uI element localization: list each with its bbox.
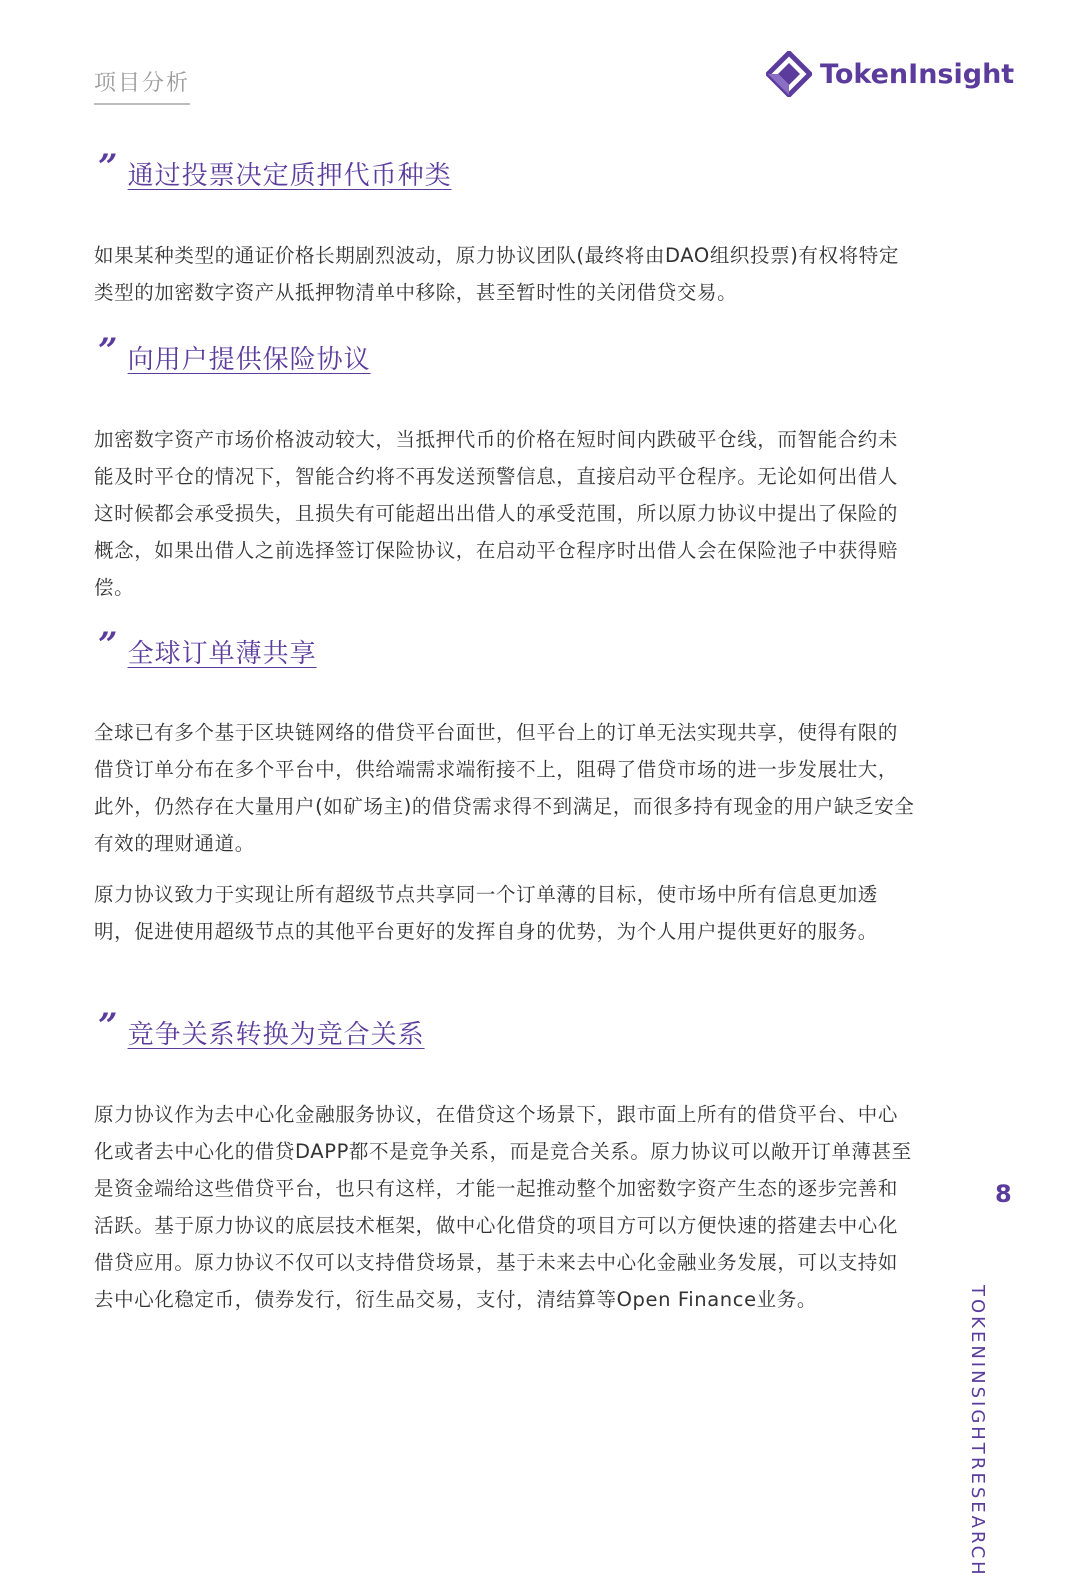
quote-icon: ” [98,331,118,371]
section-paragraph: 原力协议致力于实现让所有超级节点共享同一个订单薄的目标，使市场中所有信息更加透明，促进使用超级节点的其他平台更好的发挥自身的优势，为个人用户提供更好的服务。 [94,883,878,943]
side-brand-line1: TOKENINSIGHT [967,1285,988,1457]
section-heading [98,147,452,196]
header-section-label: 项目分析 [94,66,190,105]
section-heading [98,625,317,674]
brand-name: TokenInsight [820,58,1015,90]
quote-icon: ” [98,625,118,665]
side-brand-line2: RESEARCH [967,1456,988,1578]
section-heading [98,1006,425,1055]
section-title: 全球订单薄共享 [127,639,317,669]
section-title: 向用户提供保险协议 [127,345,371,375]
section-heading [98,331,371,380]
section-paragraph: 原力协议作为去中心化金融服务协议，在借贷这个场景下，跟市面上所有的借贷平台、中心化或者去中心化的借贷DAPP都不是竞争关系，而是竞合关系。原力协议可以敞开订单薄甚至是资金端给这些借贷平台，也只有这样，才能一起推动整个加密数字资产生态的逐步完善和活跃。基于原力协议的底层技术框架，做中心化借贷的项目方可以方便快速的搭建去中心化借贷应用。原力协议不仅可以支持借贷场景，基于未来去中心化金融业务发展，可以支持如去中心化稳定币，债券发行，衍生品交易，支付，清结算等Open Finance业务。 [94,1103,912,1311]
section-paragraph: 全球已有多个基于区块链网络的借贷平台面世，但平台上的订单无法实现共享，使得有限的借贷订单分布在多个平台中，供给端需求端衔接不上，阻碍了借贷市场的进一步发展壮大，此外，仍然存在大量用户(如矿场主)的借贷需求得不到满足，而很多持有现金的用户缺乏安全有效的理财通道。 [94,721,915,855]
side-brand-text [962,1285,992,1578]
section-paragraph: 加密数字资产市场价格波动较大，当抵押代币的价格在短时间内跌破平仓线，而智能合约未能及时平仓的情况下，智能合约将不再发送预警信息，直接启动平仓程序。无论如何出借人这时候都会承受损失，且损失有可能超出出借人的承受范围，所以原力协议中提出了保险的概念，如果出借人之前选择签订保险协议，在启动平仓程序时出借人会在保险池子中获得赔偿。 [94,428,899,599]
quote-icon: ” [98,147,118,187]
section-title: 通过投票决定质押代币种类 [127,161,452,191]
page-number: 8 [995,1180,1012,1208]
brand-logo [766,50,1014,98]
tokeninsight-logo-icon [766,51,812,97]
section-title: 竞争关系转换为竞合关系 [127,1020,425,1050]
section-paragraph: 如果某种类型的通证价格长期剧烈波动，原力协议团队(最终将由DAO组织投票)有权将特定类型的加密数字资产从抵押物清单中移除，甚至暂时性的关闭借贷交易。 [94,244,899,304]
quote-icon: ” [98,1006,118,1046]
